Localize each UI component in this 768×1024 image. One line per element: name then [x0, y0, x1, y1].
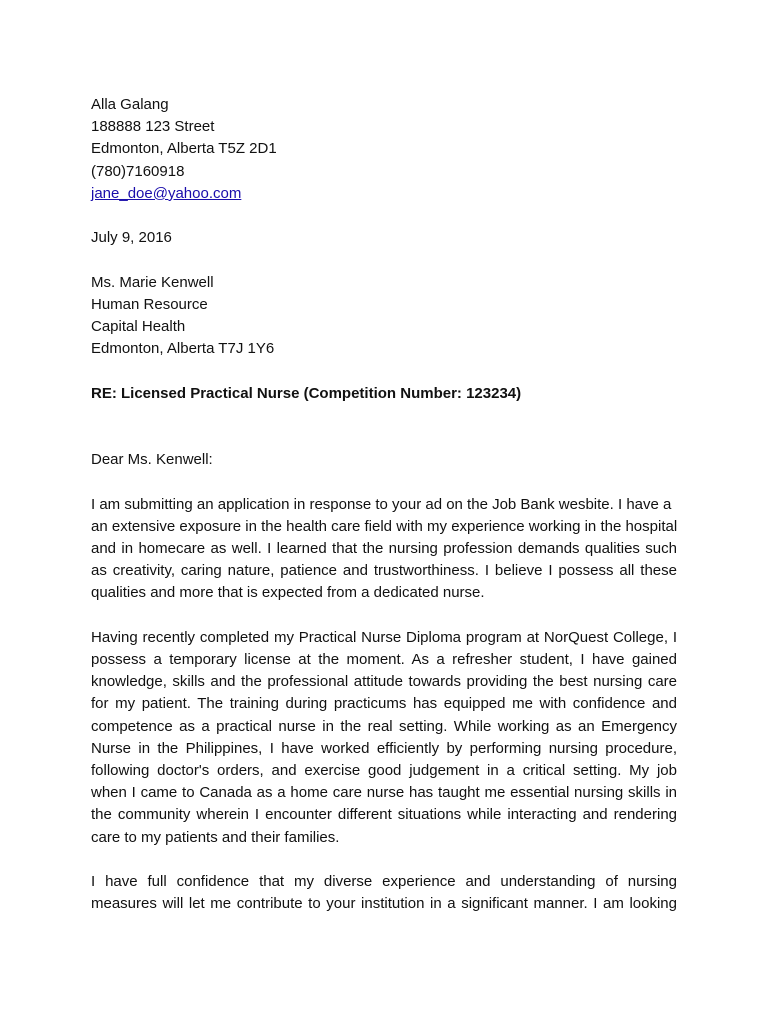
paragraph-intro — [91, 494, 677, 605]
paragraph-line: the community wherein I encounter different situations while interacting and rendering — [91, 806, 677, 824]
sender-email-link[interactable]: jane_doe@yahoo.com — [91, 184, 242, 202]
paragraph-closing — [91, 871, 677, 915]
paragraph-line: an extensive exposure in the health care field with my experience working in the hospital — [91, 517, 678, 535]
paragraph-line: I have full confidence that my diverse experience and understanding of nursing — [91, 873, 677, 890]
paragraph-line: qualities and more that is expected from a dedicated nurse. — [91, 584, 485, 602]
paragraph-experience — [91, 627, 677, 849]
recipient-city: Edmonton, Alberta T7J 1Y6 — [91, 340, 275, 358]
sender-address — [91, 94, 677, 205]
paragraph-line: competence as a practical nurse in the real setting. While working as an Emergency — [91, 717, 677, 735]
paragraph-line: as creativity, caring nature, patience and trustworthiness. I believe I possess all these — [91, 562, 677, 580]
paragraph-line: possess a temporary license at the moment. As a refresher student, I have gained — [91, 650, 677, 668]
paragraph-line: knowledge, skills and the professional attitude towards providing the best nursing care — [91, 673, 677, 691]
paragraph-line: when I came to Canada as a home care nurse has taught me essential nursing skills in — [91, 784, 677, 802]
recipient-organization: Capital Health — [91, 318, 186, 335]
paragraph-line: I am submitting an application in response to your ad on the Job Bank wesbite. I have a — [91, 495, 672, 513]
subject-line: RE: Licensed Practical Nurse (Competition Number: 123234) — [91, 384, 522, 402]
paragraph-line: Having recently completed my Practical Nurse Diploma program at NorQuest College, I — [91, 628, 677, 646]
paragraph-line: following doctor's orders, and exercise good judgement in a critical setting. My job — [91, 762, 677, 779]
recipient-address — [91, 272, 677, 361]
paragraph-line: Nurse in the Philippines, I have worked efficiently by performing nursing procedure, — [91, 739, 677, 757]
sender-city: Edmonton, Alberta T5Z 2D1 — [91, 140, 277, 158]
salutation: Dear Ms. Kenwell: — [91, 451, 213, 469]
recipient-department: Human Resource — [91, 295, 208, 313]
sender-name: Alla Galang — [91, 96, 169, 113]
paragraph-line: and in homecare as well. I learned that the nursing profession demands qualities such — [91, 539, 677, 557]
paragraph-line: for my patient. The training during practicums has equipped me with confidence and — [91, 695, 677, 713]
sender-street: 188888 123 Street — [91, 118, 215, 136]
sender-phone: (780)7160918 — [91, 162, 185, 180]
paragraph-line: measures will let me contribute to your institution in a significant manner. I am looking — [91, 895, 677, 913]
recipient-name: Ms. Marie Kenwell — [91, 273, 214, 291]
paragraph-line: care to my patients and their families. — [91, 828, 340, 846]
letter-date: July 9, 2016 — [91, 229, 172, 247]
letter-page — [91, 94, 677, 915]
